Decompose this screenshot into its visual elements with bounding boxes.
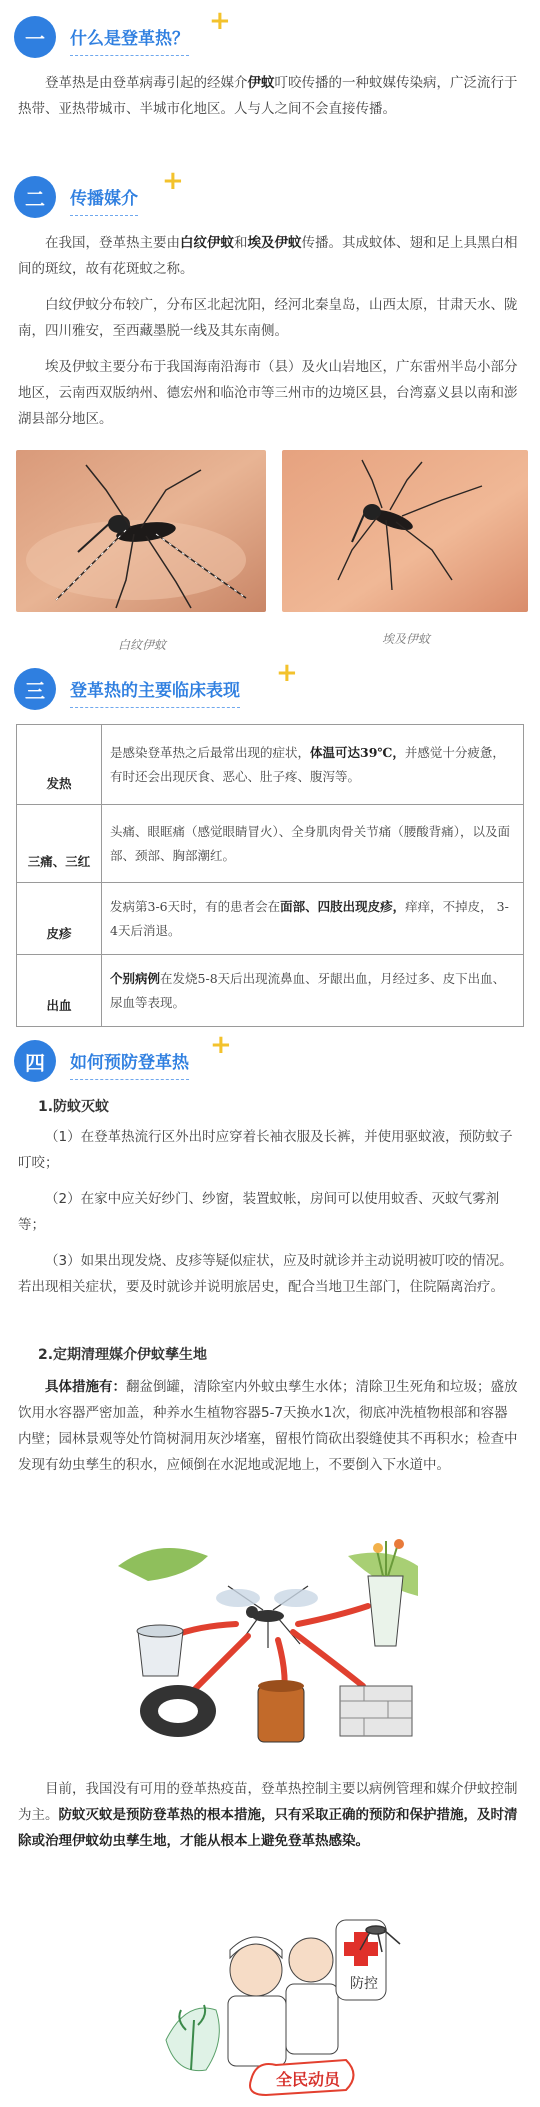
table-row [17, 805, 524, 883]
plus-deco-icon: + [162, 166, 184, 196]
section-header-2 [14, 166, 534, 222]
breeding-sites-illustration [118, 1536, 418, 1746]
plus-deco-icon: + [276, 658, 298, 688]
symptom-name: 皮疹 [17, 883, 102, 955]
section-number-badge: 二 [14, 176, 56, 218]
section-title: 如何预防登革热 [70, 1048, 189, 1080]
aedes-aegypti-photo [282, 450, 528, 612]
white-striped-mosquito-photo [16, 450, 266, 612]
sign-text: 防控 [350, 1976, 378, 1992]
section-header-3 [14, 658, 534, 714]
paragraph: 在我国，登革热主要由白纹伊蚊和埃及伊蚊传播。其成蚊体、翅和足上具黑白相间的斑纹，故有花斑蚊之称。 [18, 235, 518, 277]
plus-deco-icon: + [210, 1030, 232, 1060]
section-title: 传播媒介 [70, 184, 138, 216]
symptom-name: 三痛、三红 [17, 805, 102, 883]
section-number-badge: 一 [14, 16, 56, 58]
banner-text: 全民动员 [276, 2070, 341, 2089]
photo-caption: 埃及伊蚊 [382, 632, 431, 646]
symptom-desc: 个别病例在发烧5-8天后出现流鼻血、牙龈出血，月经过多、皮下出血、尿血等表现。 [102, 955, 524, 1027]
prevention-illustration [146, 1900, 416, 2100]
section-title: 什么是登革热？ [70, 24, 189, 56]
paragraph: 登革热是由登革病毒引起的经媒介伊蚊叮咬传播的一种蚊媒传染病，广泛流行于热带、亚热带城市、半城市化地区。人与人之间不会直接传播。 [18, 75, 518, 117]
section-number-badge: 三 [14, 668, 56, 710]
subheading: 2.定期清理媒介伊蚊孳生地 [38, 1347, 208, 1363]
section-header-1 [14, 6, 534, 62]
paragraph: 目前，我国没有可用的登革热疫苗，登革热控制主要以病例管理和媒介伊蚊控制为主。防蚊灭蚊是预防登革热的根本措施，只有采取正确的预防和保护措施，及时清除或治理伊蚊幼虫孳生地，才能从根本上避免登革热感染。 [18, 1781, 518, 1849]
symptom-desc: 头痛、眼眶痛（感觉眼睛冒火）、全身肌肉骨关节痛（腰酸背痛），以及面部、颈部、胸部潮红。 [102, 805, 524, 883]
symptoms-table [16, 724, 524, 1027]
symptom-name: 发热 [17, 725, 102, 805]
section-number-badge: 四 [14, 1040, 56, 1082]
table-row [17, 955, 524, 1027]
paragraph: （3）如果出现发烧、皮疹等疑似症状，应及时就诊并主动说明被叮咬的情况。若出现相关症状，要及时就诊并说明旅居史，配合当地卫生部门，住院隔离治疗。 [18, 1253, 513, 1295]
symptom-name: 出血 [17, 955, 102, 1027]
symptom-desc: 发病第3-6天时，有的患者会在面部、四肢出现皮疹，痒痒，不掉皮， 3-4天后消退。 [102, 883, 524, 955]
paragraph: 白纹伊蚊分布较广，分布区北起沈阳，经河北秦皇岛，山西太原，甘肃天水、陇南，四川雅安，至西藏墨脱一线及其东南侧。 [18, 297, 518, 339]
paragraph: 埃及伊蚊主要分布于我国海南沿海市（县）及火山岩地区，广东雷州半岛小部分地区，云南西双版纳州、德宏州和临沧市等三州市的边境区县，台湾嘉义县以南和澎湖县部分地区。 [18, 359, 518, 427]
plus-deco-icon: + [209, 6, 231, 36]
table-row [17, 725, 524, 805]
paragraph: （1）在登革热流行区外出时应穿着长袖衣服及长裤，并使用驱蚊液，预防蚊子叮咬； [18, 1129, 513, 1171]
paragraph: 具体措施有：翻盆倒罐，清除室内外蚊虫孳生水体；清除卫生死角和垃圾；盛放饮用水容器严密加盖，种养水生植物容器5-7天换水1次，彻底冲洗植物根部和容器内壁；园林景观等处竹筒树洞用灰沙堵塞，留根竹筒砍出裂缝使其不再积水；检查中发现有幼虫孳生的积水，应倾倒在水泥地或泥地上，不要倒入下水道中。 [18, 1379, 518, 1473]
section-title: 登革热的主要临床表现 [70, 676, 240, 708]
symptom-desc: 是感染登革热之后最常出现的症状，体温可达39℃，并感觉十分疲惫，有时还会出现厌食、恶心、肚子疼、腹泻等。 [102, 725, 524, 805]
paragraph: （2）在家中应关好纱门、纱窗，装置蚊帐，房间可以使用蚊香、灭蚊气雾剂等； [18, 1191, 500, 1233]
subheading: 1.防蚊灭蚊 [38, 1099, 110, 1115]
table-row [17, 883, 524, 955]
photo-caption: 白纹伊蚊 [118, 638, 167, 652]
section-header-4 [14, 1030, 534, 1086]
